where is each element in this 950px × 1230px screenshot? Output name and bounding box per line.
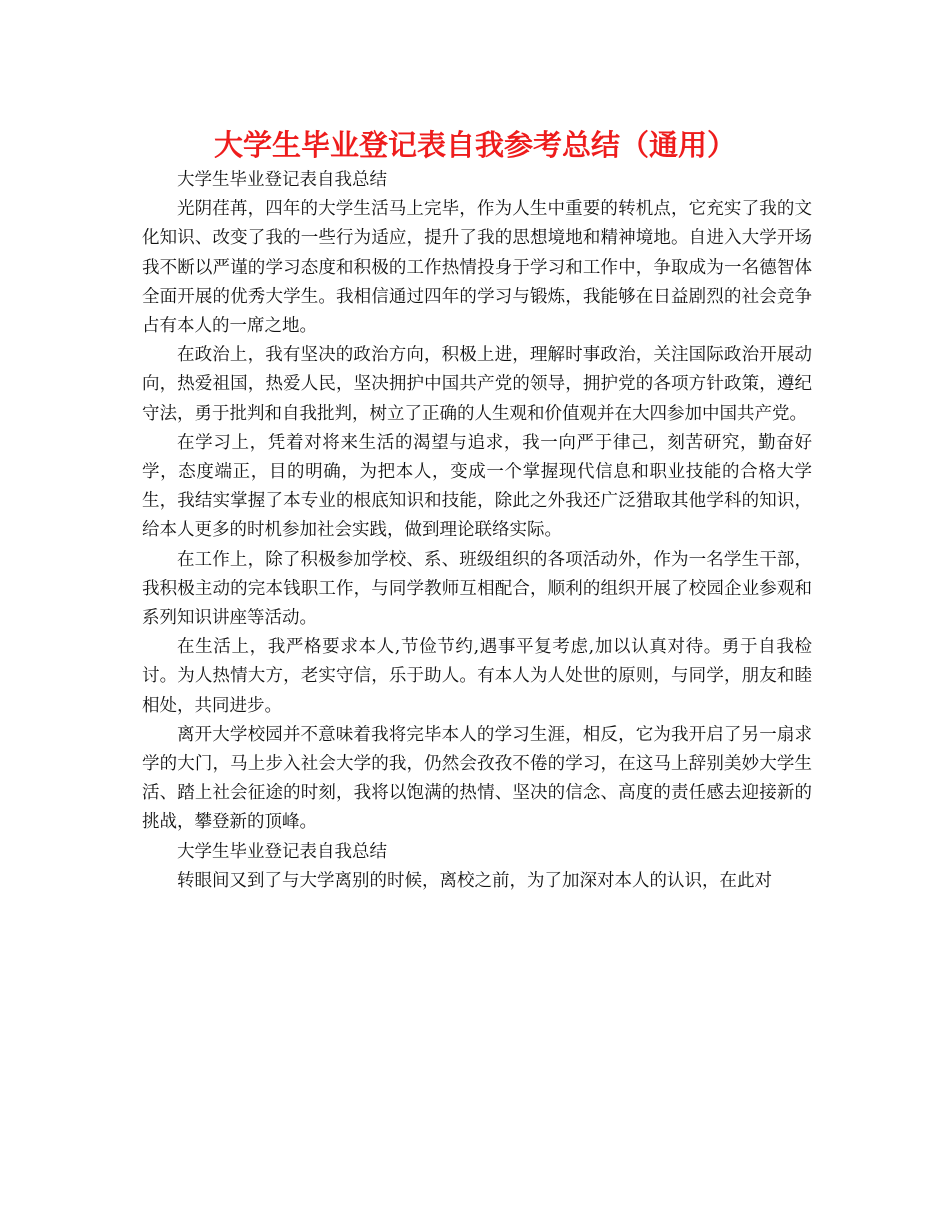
paragraph-work: 在工作上，除了积极参加学校、系、班级组织的各项活动外，作为一名学生干部，我积极主动的完本钱职工作，与同学教师互相配合，顺利的组织开展了校园企业参观和系列知识讲座等活动。 — [142, 549, 812, 629]
paragraph-leaving: 离开大学校园并不意味着我将完毕本人的学习生涯，相反，它为我开启了另一扇求学的大门，马上步入社会大学的我，仍然会孜孜不倦的学习，在这马上辞别美妙大学生活、踏上社会征途的时刻，我将以饱满的热情、坚决的信念、高度的责任感去迎接新的挑战，攀登新的顶峰。 — [142, 724, 812, 833]
paragraph-intro: 光阴荏苒，四年的大学生活马上完毕，作为人生中重要的转机点，它充实了我的文化知识、改变了我的一些行为适应，提升了我的思想境地和精神境地。自进入大学开场我不断以严谨的学习态度和积极的工作热情投身于学习和工作中，争取成为一名德智体全面开展的优秀大学生。我相信通过四年的学习与锻炼，我能够在日益剧烈的社会竞争占有本人的一席之地。 — [142, 199, 812, 337]
paragraph-life: 在生活上，我严格要求本人,节俭节约,遇事平复考虑,加以认真对待。勇于自我检讨。为人热情大方，老实守信，乐于助人。有本人为人处世的原则，与同学，朋友和睦相处，共同进步。 — [142, 637, 812, 716]
paragraph-study: 在学习上，凭着对将来生活的渴望与追求，我一向严于律己，刻苦研究，勤奋好学，态度端正，目的明确，为把本人，变成一个掌握现代信息和职业技能的合格大学生，我结实掌握了本专业的根底知识和技能，除此之外我还广泛猎取其他学科的知识，给本人更多的时机参加社会实践，做到理论联络实际。 — [142, 432, 812, 541]
paragraph-politics: 在政治上，我有坚决的政治方向，积极上进，理解时事政治，关注国际政治开展动向，热爱祖国，热爱人民，坚决拥护中国共产党的领导，拥护党的各项方针政策，遵纪守法，勇于批判和自我批判，树立了正确的人生观和价值观并在大四参加中国共产党。 — [142, 345, 812, 424]
section-heading: 大学生毕业登记表自我总结 — [177, 170, 387, 190]
paragraph-second-intro: 转眼间又到了与大学离别的时候，离校之前，为了加深对本人的认识，在此对 — [177, 870, 772, 891]
document-title: 大学生毕业登记表自我参考总结（通用） — [213, 128, 736, 162]
section-heading: 大学生毕业登记表自我总结 — [177, 841, 387, 862]
document-body — [142, 166, 812, 896]
